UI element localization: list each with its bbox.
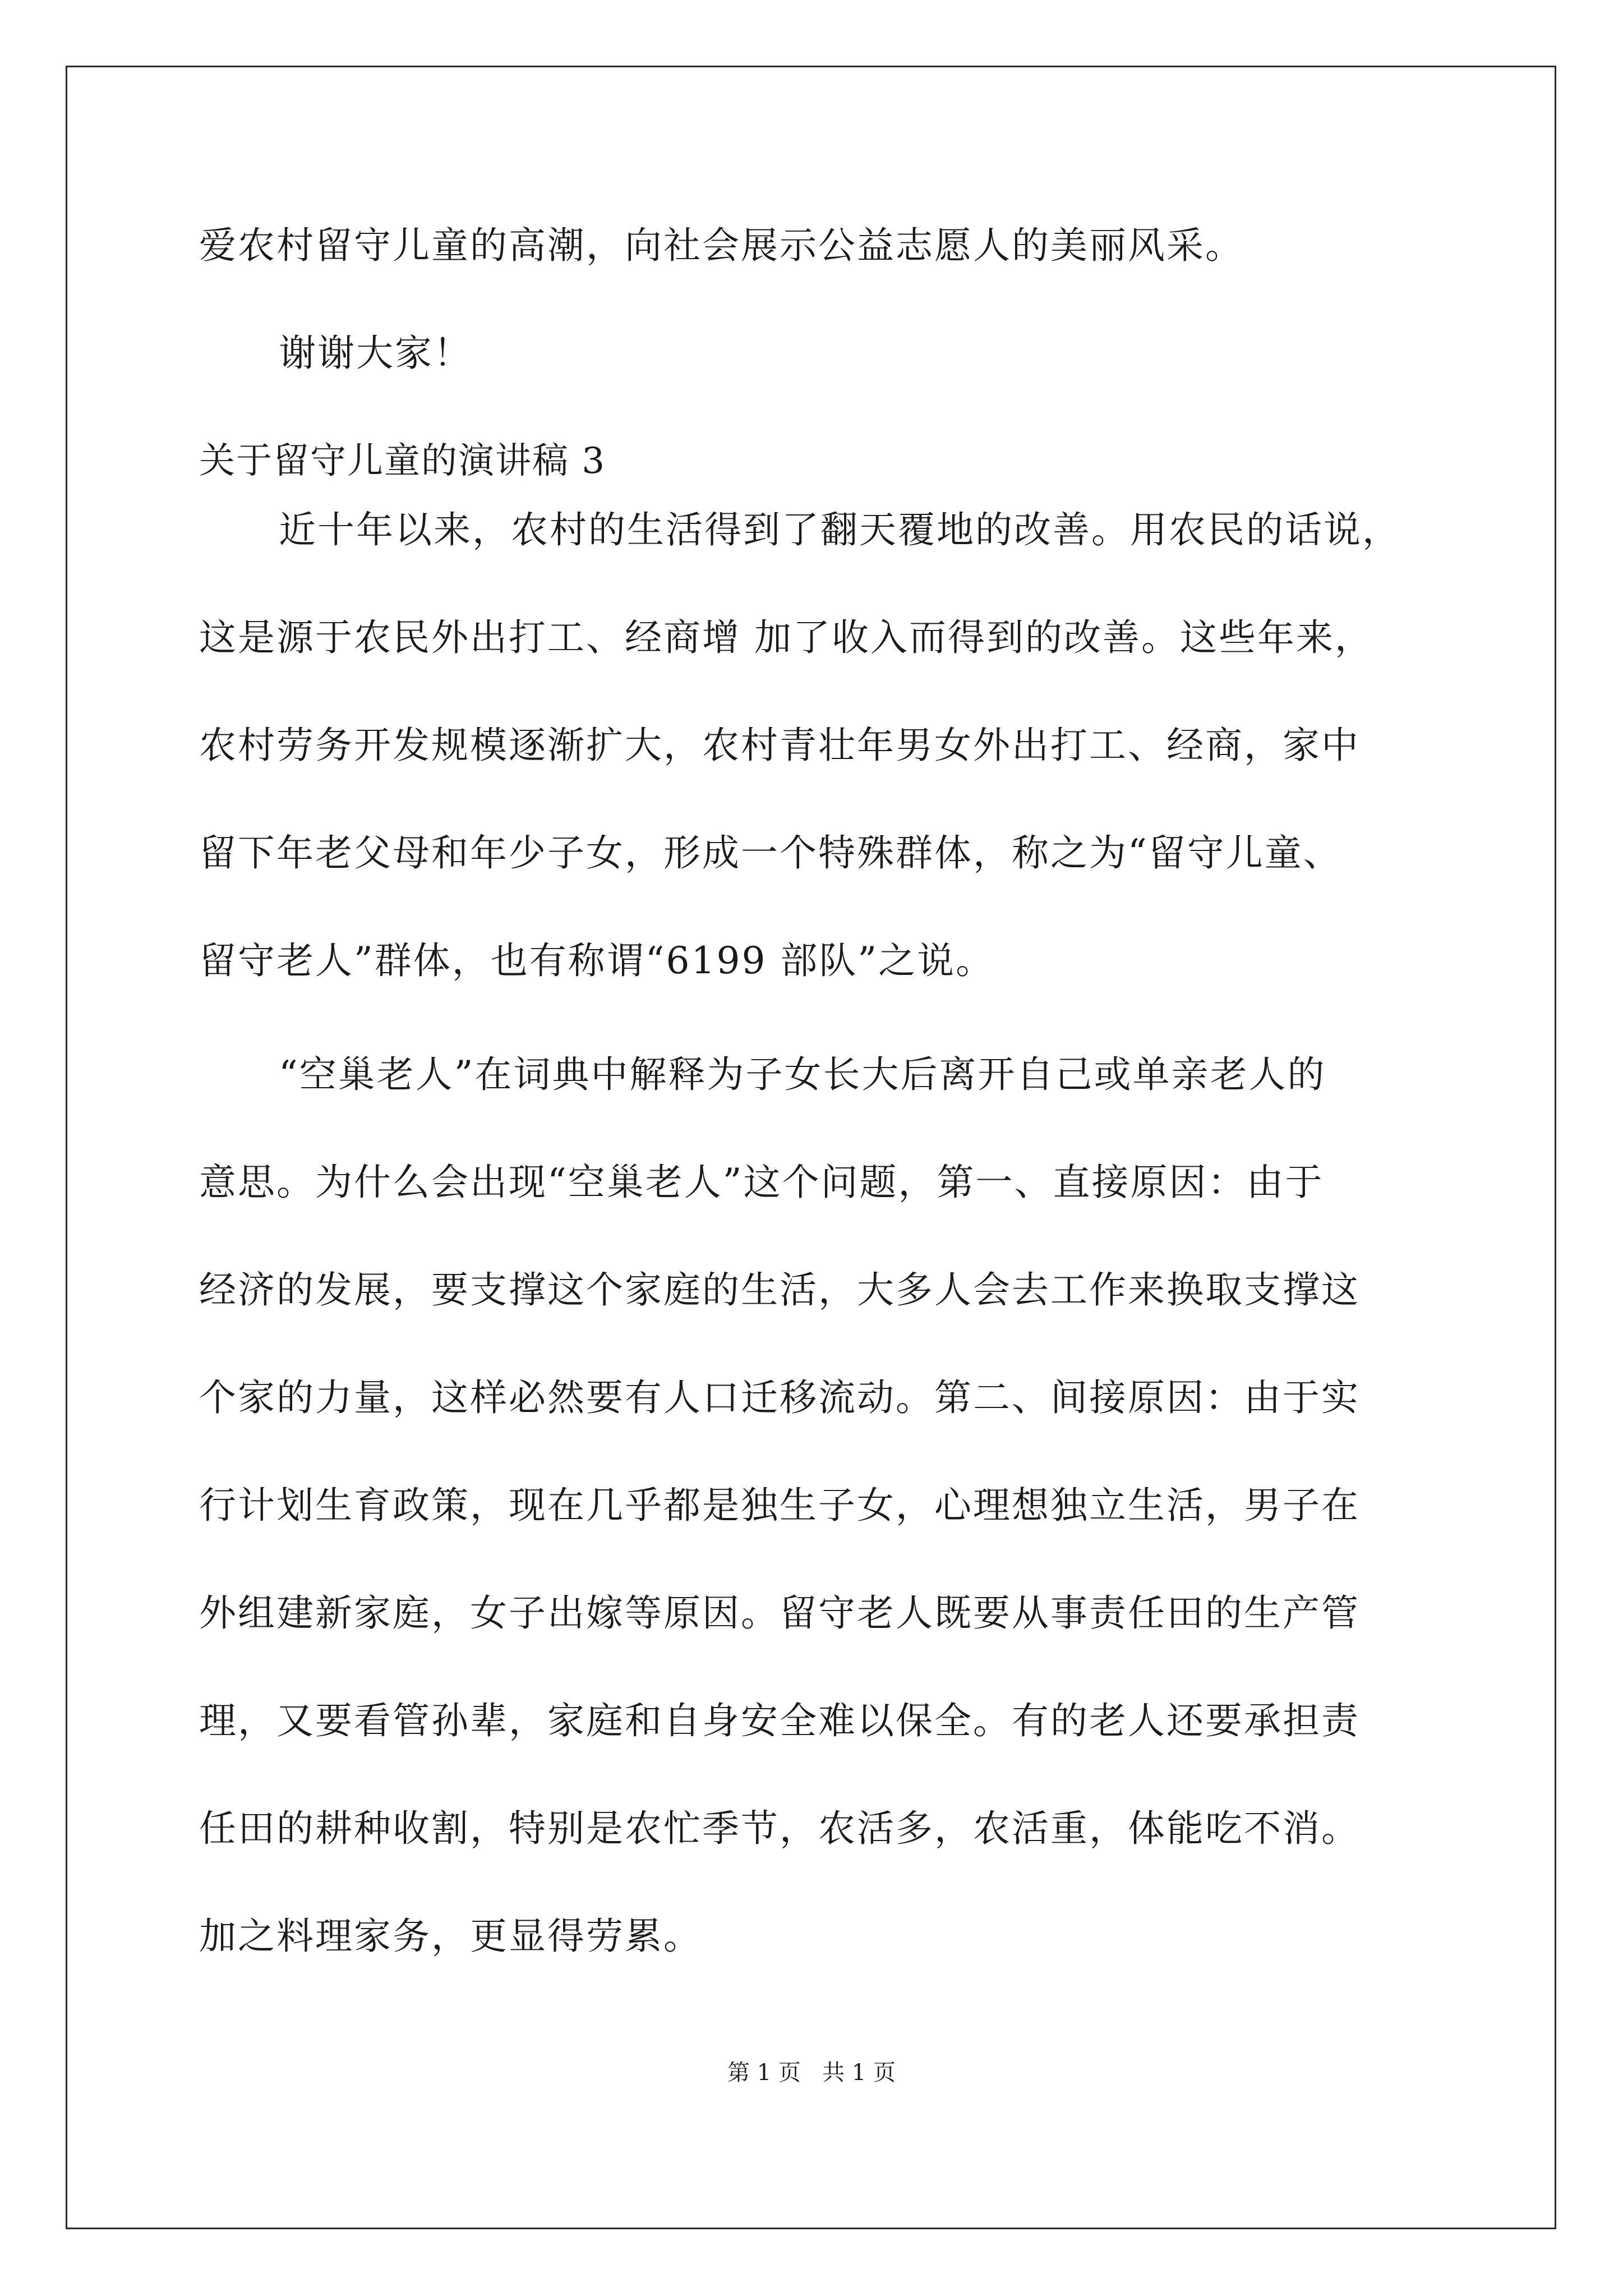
page-number-footer: 第 1 页 共 1 页 [727,2060,896,2086]
paragraph-3-line-2: 意思。为什么会出现“空巢老人”这个问题，第一、直接原因：由于 [199,1161,1324,1204]
paragraph-3-line-8: 任田的耕种收割，特别是农忙季节，农活多，农活重，体能吃不消。 [199,1807,1360,1850]
paragraph-2-line-3: 农村劳务开发规模逐渐扩大，农村青壮年男女外出打工、经商，家中 [199,724,1360,767]
paragraph-3-line-3: 经济的发展，要支撑这个家庭的生活，大多人会去工作来换取支撑这 [199,1268,1360,1312]
page-border [66,66,1556,2229]
paragraph-3-line-1: “空巢老人”在词典中解释为子女长大后离开自己或单亲老人的 [279,1053,1326,1096]
closing-text: 谢谢大家！ [279,332,472,375]
paragraph-3-line-4: 个家的力量，这样必然要有人口迁移流动。第二、间接原因：由于实 [199,1376,1360,1419]
section-title: 关于留守儿童的演讲稿 3 [199,440,606,482]
paragraph-2-line-2: 这是源于农民外出打工、经商增 加了收入而得到的改善。这些年来， [199,616,1373,659]
paragraph-1-line-1: 爱农村留守儿童的高潮，向社会展示公益志愿人的美丽风采。 [199,224,1244,267]
paragraph-2-line-4: 留下年老父母和年少子女，形成一个特殊群体，称之为“留守儿童、 [199,831,1342,875]
paragraph-3-line-7: 理，又要看管孙辈，家庭和自身安全难以保全。有的老人还要承担责 [199,1699,1360,1742]
paragraph-3-line-6: 外组建新家庭，女子出嫁等原因。留守老人既要从事责任田的生产管 [199,1591,1360,1635]
paragraph-3-line-9: 加之料理家务，更显得劳累。 [199,1915,702,1958]
paragraph-2-line-1: 近十年以来，农村的生活得到了翻天覆地的改善。用农民的话说， [279,508,1401,551]
paragraph-3-line-5: 行计划生育政策，现在几乎都是独生子女，心理想独立生活，男子在 [199,1484,1360,1527]
paragraph-2-line-5: 留守老人”群体，也有称谓“6199 部队”之说。 [199,939,995,982]
